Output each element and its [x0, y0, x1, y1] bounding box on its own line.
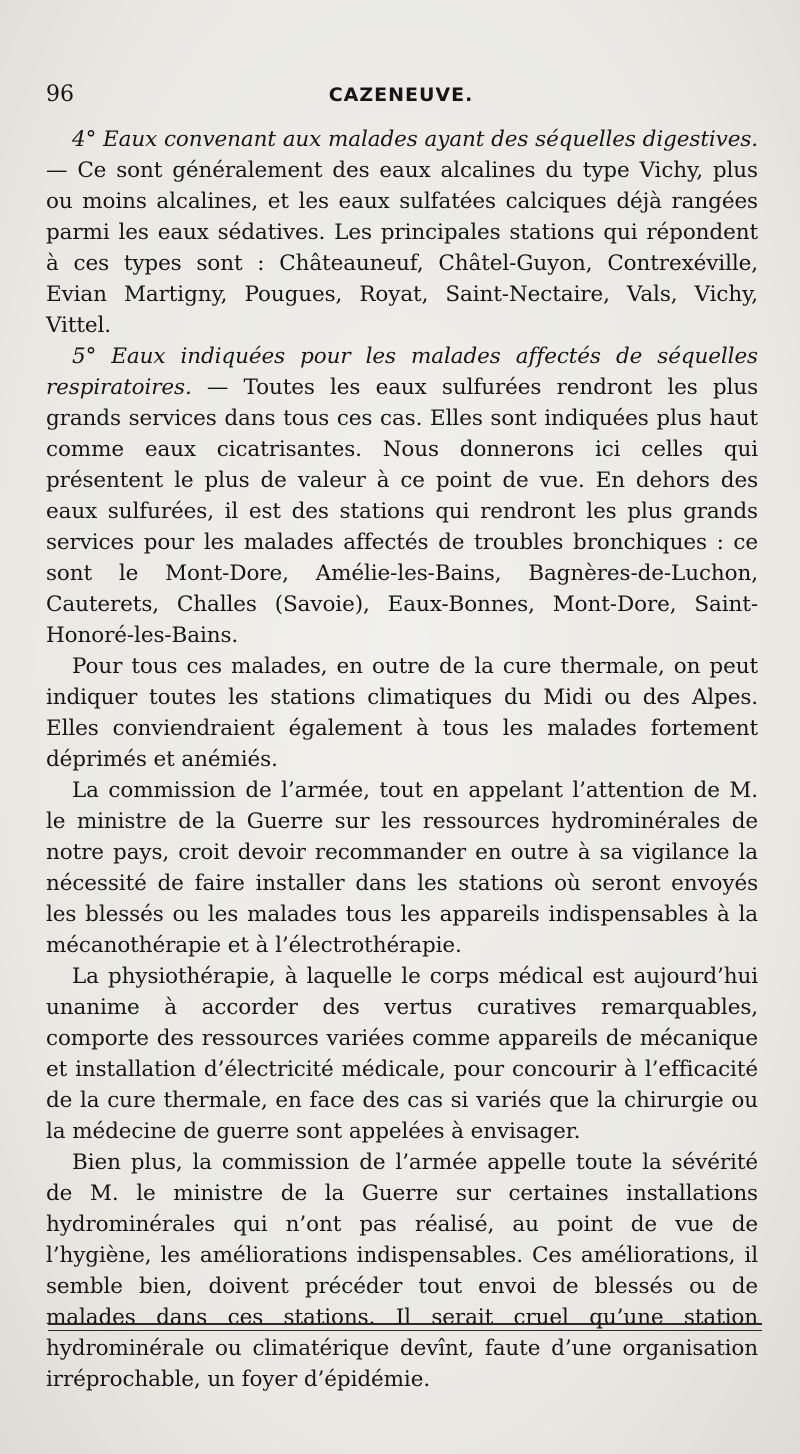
paragraph-text: Pour tous ces malades, en outre de la cure thermale, on peut indiquer toutes les stations climatiques du Midi ou des Alpes. Elles conviendraient également à tous les malades fortement déprimés et anémiés.	[46, 654, 758, 772]
paragraph-lead: 4° Eaux convenant aux malades ayant des séquelles digestives.	[72, 127, 758, 152]
paragraph-text: — Toutes les eaux sulfurées rendront les plus grands services dans tous ces cas. Elles sont indiquées plus haut comme eaux cicatrisantes. Nous donnerons ici celles qui présentent le plus de valeur à ce point de vue. En dehors des eaux sulfurées, il est des stations qui rendront les plus grands services pour les malades affectés de troubles bronchiques : ce sont le Mont-Dore, Amélie-les-Bains, Bagnères-de-Luchon, Cauterets, Challes (Savoie), Eaux-Bonnes, Mont-Dore, Saint-Honoré-les-Bains.	[46, 375, 758, 648]
paragraph-text: — Ce sont généralement des eaux alcalines du type Vichy, plus ou moins alcalines, et les eaux sulfatées calciques déjà rangées parmi les eaux sédatives. Les principales stations qui répondent à ces types sont : Châteauneuf, Châtel-Guyon, Contrexéville, Evian Martigny, Pougues, Royat, Saint-Nectaire, Vals, Vichy, Vittel.	[46, 158, 758, 338]
footer-rule-thin	[48, 1330, 762, 1331]
paragraph-digestive-waters	[46, 124, 758, 341]
paragraph-respiratory-waters	[46, 341, 758, 651]
paragraph-climatic-stations	[46, 651, 758, 775]
page-number: 96	[46, 82, 74, 107]
paragraph-lead: 5° Eaux indiquées pour les malades affectés de séquelles respiratoires.	[46, 344, 758, 400]
paragraph-text: La physiothérapie, à laquelle le corps médical est aujourd’hui unanime à accorder des vertus curatives remarquables, comporte des ressources variées comme appareils de mécanique et installation d’électricité médicale, pour concourir à l’efficacité de la cure thermale, en face des cas si variés que la chirurgie ou la médecine de guerre sont appelées à envisager.	[46, 964, 758, 1144]
paragraph-physiotherapy	[46, 961, 758, 1147]
running-head: CAZENEUVE.	[328, 84, 474, 106]
paragraph-army-commission	[46, 775, 758, 961]
page-header	[46, 82, 756, 112]
paragraph-text: Bien plus, la commission de l’armée appelle toute la sévérité de M. le ministre de la Guerre sur certaines installations hydrominérales qui n’ont pas réalisé, au point de vue de l’hygiène, les améliorations indispensables. Ces améliorations, il semble bien, doivent précéder tout envoi de blessés ou de malades dans ces stations. Il serait cruel qu’une station hydrominérale ou climatérique devînt, faute d’une organisation irréprochable, un foyer d’épidémie.	[46, 1150, 758, 1392]
paragraph-text: La commission de l’armée, tout en appelant l’attention de M. le ministre de la Guerre sur les ressources hydrominérales de notre pays, croit devoir recommander en outre à sa vigilance la nécessité de faire installer dans les stations où seront envoyés les blessés ou les malades tous les appareils indispensables à la mécanothérapie et à l’électrothérapie.	[46, 778, 758, 958]
footer-rule-thick	[48, 1323, 762, 1325]
paragraph-hygiene	[46, 1147, 758, 1395]
body-text	[46, 124, 758, 1395]
